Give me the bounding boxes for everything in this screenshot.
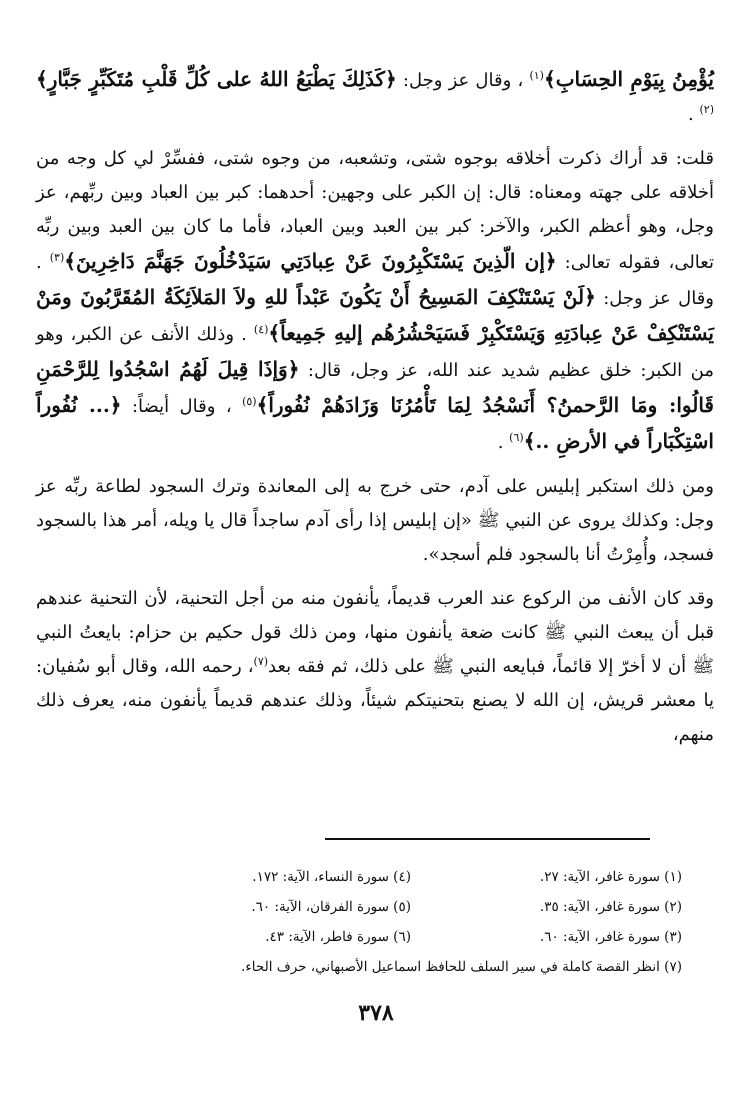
- text-run: قلت: قد أراك ذكرت أخلاقه بوجوه شتى، وتشعبه، من وجوه شتى، ففسِّرْ لي كل وجه من أخلاقه على جهته ومعناه: قال: إن الكبر على وجهين: أحدهما: كبر بين العباد وبين ربِّهم، عز وجل، وهو أعظم الكبر، والآخر: كبر بين العبد وبين العباد، فأما ما كان بين العبد وبين ربِّه تعالى، فقوله تعالى:: [36, 148, 714, 273]
- text-run: ، رحمه الله، وقال أبو سُفيان: يا معشر قريش، إن الله لا يصنع بتحنيتكم شيئاً، وذلك عندهم قديماً يأنفون منه، يعرف ذلك منهم،: [36, 656, 714, 745]
- footnote-2: (٢) سورة غافر، الآية: ٣٥.: [539, 899, 682, 915]
- footnote-5: (٥) سورة الفرقان، الآية: ٦٠.: [251, 899, 411, 915]
- main-text: [36, 62, 714, 752]
- footnote-separator: [325, 838, 650, 840]
- quran-verse: ﴿... نُفُوراً اسْتِكْبَاراً في الأرضِ ..﴾: [36, 393, 714, 453]
- footnote-marker: (٦): [509, 431, 524, 444]
- page-number: ٣٧٨: [358, 1000, 394, 1026]
- text-run: .: [497, 432, 510, 453]
- paragraph: [36, 470, 714, 572]
- text-run: ، وقال عز وجل:: [396, 70, 530, 91]
- footnotes: [140, 862, 682, 982]
- quran-verse: ﴿وَإذَا قِيلَ لَهُمُ اسْجُدُوا لِلرَّحْمَنِ قَالُوا: ومَا الرَّحمنُ؟ أَنَسْجُدُ لِمَا تَأْمُرُنَا وَزَادَهُمْ نُفُوراً﴾: [36, 357, 714, 417]
- footnote-1: (١) سورة غافر، الآية: ٢٧.: [539, 869, 682, 885]
- footnote-7: (٧) انظر القصة كاملة في سير السلف للحافظ اسماعيل الأصبهاني، حرف الحاء.: [241, 959, 682, 975]
- footnote-marker: (٣): [49, 251, 65, 264]
- text-run: .: [688, 104, 700, 125]
- text-run: . وذلك الأنف عن الكبر، وهو من الكبر: خلق عظيم شديد عند الله، عز وجل، قال:: [36, 324, 714, 381]
- paragraph: [36, 582, 714, 752]
- text-run: وقد كان الأنف من الركوع عند العرب قديماً، يأنفون منه من أجل التحنية، لأن التحنية عندهم قبل أن يبعث النبي ﷺ كانت ضعة يأنفون منها، ومن ذلك قول حكيم بن حزام: بايعتُ النبي ﷺ أن لا أخرّ إلا قائماً، فبايعه النبي ﷺ على ذلك، ثم فقه بعد: [36, 588, 714, 677]
- quran-verse: ﴿لَنْ يَسْتَنْكِفَ المَسِيحُ أَنْ يَكُونَ عَبْداً للهِ ولاَ المَلاَئِكَةُ المُقَرَّبُونَ ومَنْ يَسْتَنْكِفْ عَنْ عِبادَتِهِ وَيَسْتَكْبِرْ فَسَيَحْشُرُهُم إليهِ جَمِيعاً﴾: [36, 285, 714, 345]
- quran-verse: يُؤْمِنُ بِيَوْمِ الحِسَابِ﴾: [543, 67, 714, 91]
- text-run: ، وقال أيضاً:: [121, 396, 243, 417]
- footnote-row: [140, 862, 682, 892]
- quran-verse: ﴿إن الّذِينَ يَسْتَكْبِرُونَ عَنْ عِبادَتِي سَيَدْخُلُونَ جَهَنَّمَ دَاخِرِينَ﴾: [64, 249, 557, 273]
- footnote-marker: (٤): [253, 323, 269, 336]
- quran-verse: ﴿كَذَلِكَ يَطْبَعُ اللهُ على كُلِّ قَلْبِ مُتَكَبِّرٍ جَبَّارٍ﴾: [36, 67, 397, 91]
- text-run: . وقال عز وجل:: [36, 252, 714, 309]
- footnote-row: [140, 922, 682, 952]
- footnote-marker: (٥): [242, 395, 257, 408]
- paragraph: [36, 62, 714, 132]
- text-run: ومن ذلك استكبر إبليس على آدم، حتى خرج به إلى المعاندة وترك السجود لطاعة ربِّه عز وجل: وكذلك يروى عن النبي ﷺ «إن إبليس إذا رأى آدم ساجداً قال يا ويله، أمر هذا بالسجود فسجد، وأُمِرْتُ أنا بالسجود فلم أسجد».: [36, 476, 714, 565]
- footnote-marker: (١): [529, 69, 544, 82]
- footnote-4: (٤) سورة النساء، الآية: ١٧٢.: [252, 869, 411, 885]
- footnote-row: [140, 892, 682, 922]
- footnote-3: (٣) سورة غافر، الآية: ٦٠.: [539, 929, 682, 945]
- footnote-marker: (٢): [699, 103, 714, 116]
- paragraph: [36, 142, 714, 460]
- footnote-6: (٦) سورة فاطر، الآية: ٤٣.: [265, 929, 411, 945]
- footnote-marker: (٧): [253, 655, 269, 668]
